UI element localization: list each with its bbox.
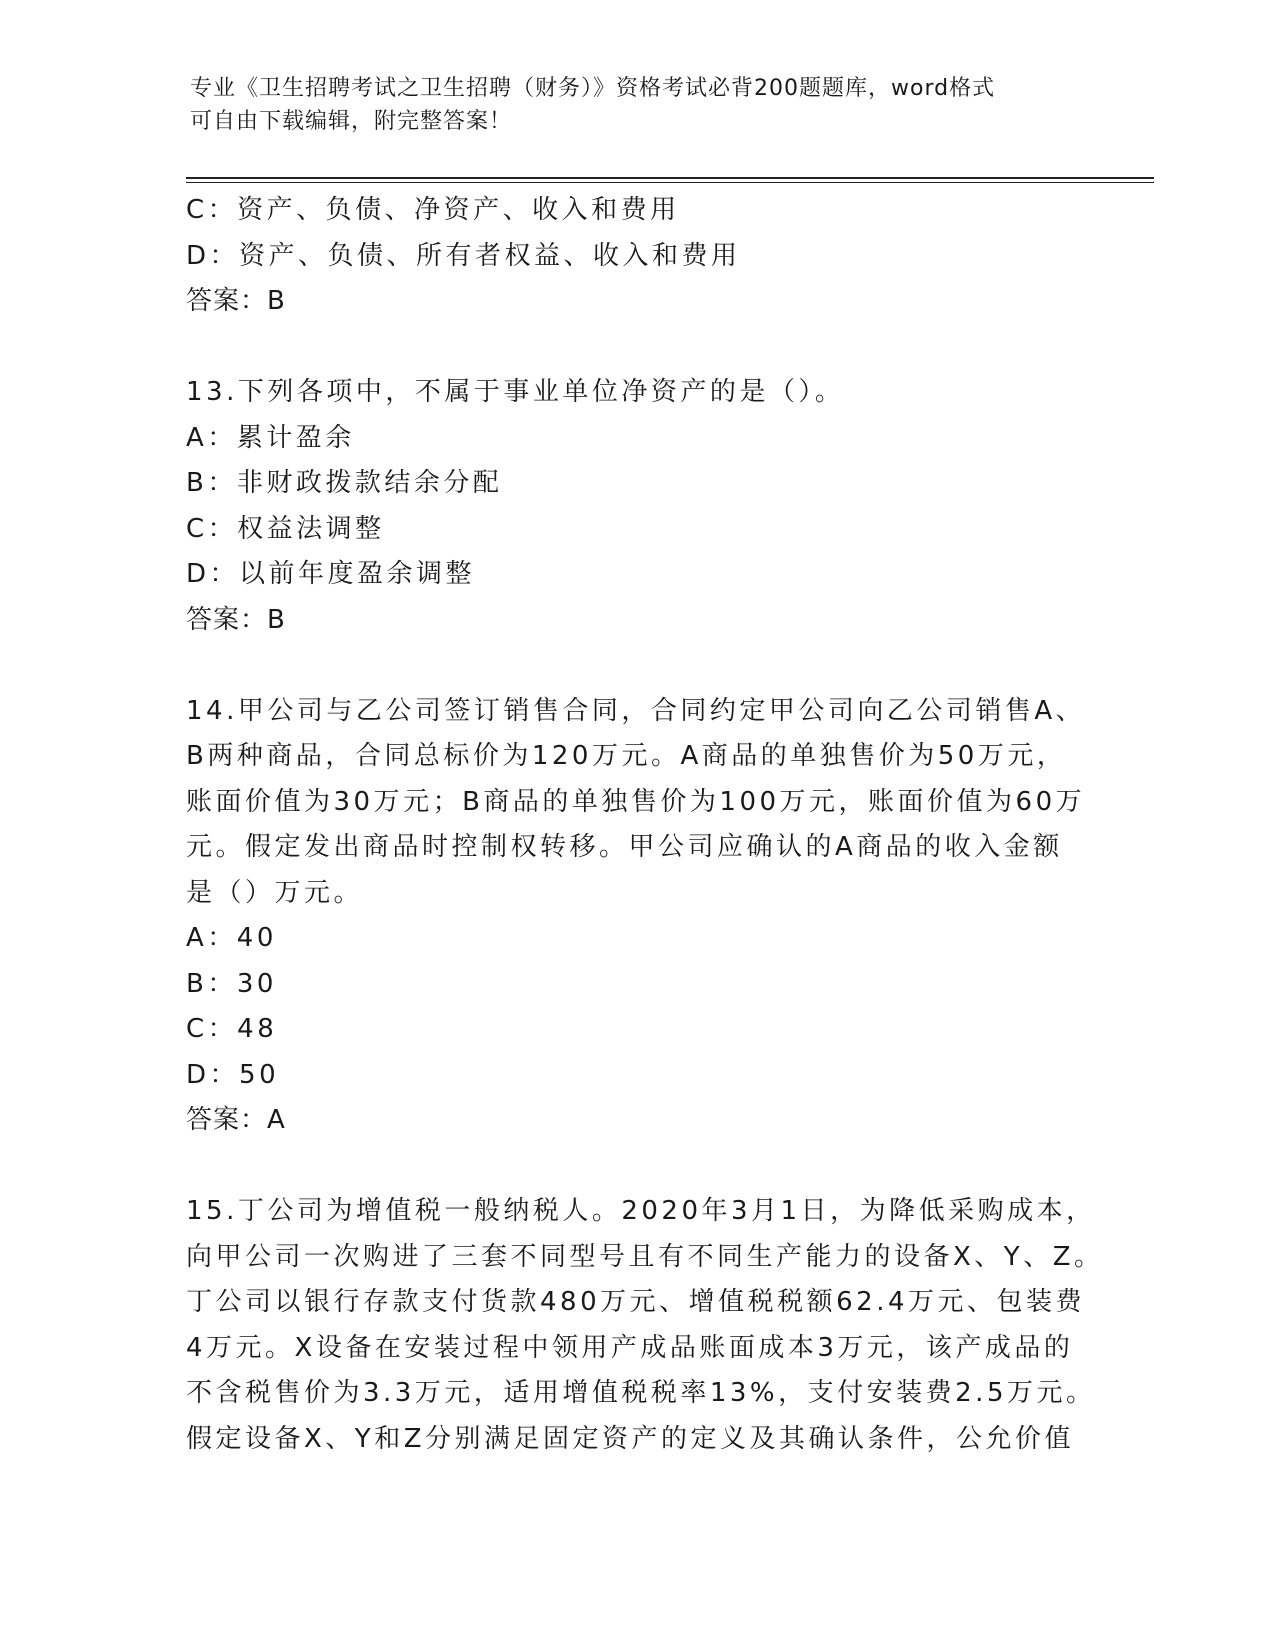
question-stem-line: B两种商品，合同总标价为120万元。A商品的单独售价为50万元， xyxy=(186,741,1067,771)
question-stem-line: 是（）万元。 xyxy=(186,877,364,908)
question-stem-line: 元。假定发出商品时控制权转移。甲公司应确认的A商品的收入金额 xyxy=(186,832,1063,862)
question-15 xyxy=(186,1189,1104,1462)
header-line-1: 专业《卫生招聘考试之卫生招聘（财务）》资格考试必背200题题库，word格式 xyxy=(190,76,996,101)
header-divider-thick xyxy=(186,177,1154,179)
question-12-tail xyxy=(186,188,1086,325)
spacer xyxy=(186,1144,1086,1190)
question-stem-line: 4万元。X设备在安装过程中领用产成品账面成本3万元，该产成品的 xyxy=(186,1332,1074,1363)
option-c: C：48 xyxy=(186,1014,278,1044)
spacer xyxy=(186,325,1086,371)
option-c: C：资产、负债、净资产、收入和费用 xyxy=(186,195,680,225)
question-stem-line: 15.丁公司为增值税一般纳税人。2020年3月1日，为降低采购成本， xyxy=(186,1196,1096,1226)
question-stem-line: 14.甲公司与乙公司签订销售合同，合同约定甲公司向乙公司销售A、 xyxy=(186,695,1086,726)
question-13 xyxy=(186,370,1086,643)
question-stem: 13.下列各项中，不属于事业单位净资产的是（）。 xyxy=(186,377,845,407)
question-14 xyxy=(186,689,1086,1144)
question-stem-line: 账面价值为30万元；B商品的单独售价为100万元，账面价值为60万 xyxy=(186,786,1086,817)
question-stem-line: 不含税售价为3.3万元，适用增值税税率13%，支付安装费2.5万元。 xyxy=(186,1378,1096,1408)
option-d: D：资产、负债、所有者权益、收入和费用 xyxy=(186,240,741,271)
answer: 答案：A xyxy=(186,1105,286,1135)
answer: 答案：B xyxy=(186,286,286,316)
question-stem-line: 丁公司以银行存款支付货款480万元、增值税税额62.4万元、包装费 xyxy=(186,1287,1086,1317)
spacer xyxy=(186,643,1086,689)
document-header xyxy=(190,72,1090,138)
header-divider-thin xyxy=(186,182,1154,183)
option-a: A：40 xyxy=(186,923,277,953)
option-a: A：累计盈余 xyxy=(186,422,355,453)
answer: 答案：B xyxy=(186,604,286,635)
option-c: C：权益法调整 xyxy=(186,513,385,544)
header-line-2: 可自由下载编辑，附完整答案！ xyxy=(190,109,513,134)
question-content xyxy=(186,188,1104,1462)
option-b: B：30 xyxy=(186,968,277,999)
question-stem-line: 向甲公司一次购进了三套不同型号且有不同生产能力的设备X、Y、Z。 xyxy=(186,1241,1104,1272)
question-stem-line: 假定设备X、Y和Z分别满足固定资产的定义及其确认条件，公允价值 xyxy=(186,1423,1075,1454)
option-d: D：50 xyxy=(186,1059,280,1090)
option-b: B：非财政拨款结余分配 xyxy=(186,468,503,498)
option-d: D：以前年度盈余调整 xyxy=(186,559,476,589)
